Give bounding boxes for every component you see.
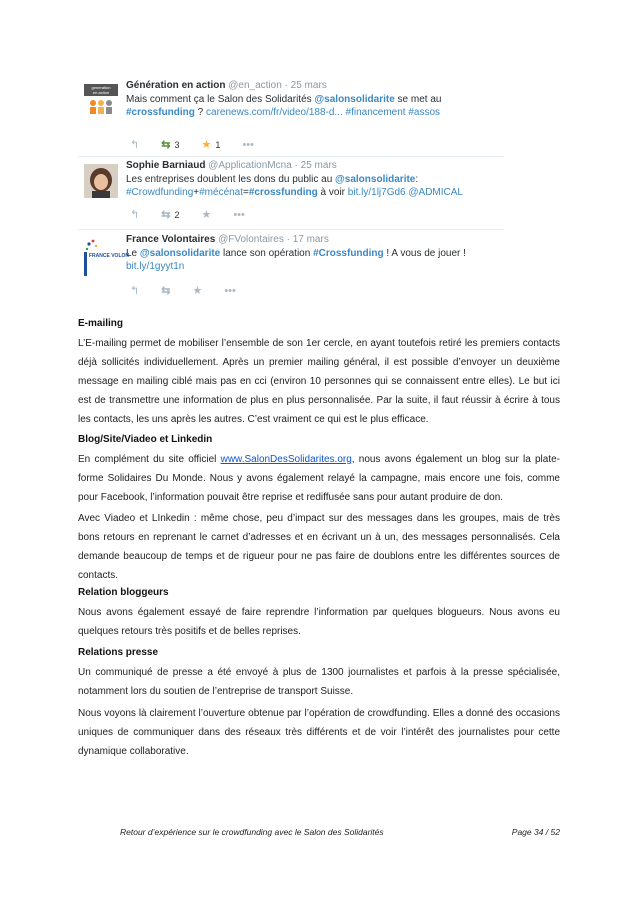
generation-logo-icon — [84, 84, 118, 118]
hashtag-link[interactable]: #assos — [408, 107, 441, 118]
svg-text:FRANCE VOLON: FRANCE VOLON — [89, 253, 129, 259]
hashtag-link[interactable]: #crossfunding — [248, 187, 318, 198]
divider — [78, 156, 504, 157]
more-icon[interactable]: ••• — [233, 208, 245, 221]
paragraph-press-2: Nous voyons là clairement l’ouverture obtenue par l’opération de crowdfunding. Elles a donné des occasions uniques de communiquer dans des réseaux très différents et de voir l’intérêt des journalistes pour cette dynamique collaborative. — [78, 708, 560, 757]
profile-photo-icon — [84, 164, 118, 198]
hashtag-link[interactable]: #Crossfunding — [313, 248, 384, 259]
star-icon[interactable]: ★ — [192, 285, 203, 297]
avatar-sophie-barniaud — [84, 164, 118, 198]
section-title-press: Relations presse — [78, 647, 159, 658]
retweet-icon: ⇆ — [161, 209, 171, 221]
hashtag-link[interactable]: #Crowdfunding — [126, 187, 194, 198]
url-link[interactable]: bit.ly/1lj7Gd6 — [347, 187, 406, 198]
section-title-emailing: E-mailing — [78, 318, 124, 329]
reply-icon[interactable]: ↰ — [130, 209, 140, 221]
tweet-actions — [130, 208, 245, 221]
france-volontaires-logo-icon — [84, 238, 129, 278]
tweet-text: Les entreprises doublent les dons du public au @salonsolidarite: #Crowdfunding+#mécénat=#crossfunding à voir bit.ly/1lj7Gd6 @ADMICAL — [126, 174, 463, 198]
paragraph-emailing: L’E-mailing permet de mobiliser l’ensemble de son 1er cercle, en ayant toutefois retiré les premiers contacts déjà sollicités individuellement. Après un premier mailing général, il est possible d’envoyer un deuxième message en mailing ciblé mais pas en cci (environ 10 personnes qui se connaissent entre elles). Le but ici est de transmettre une information de plus en plus personnalisée. Par la suite, il faut réussir à écrire à tous les contacts, les uns après les autres. C’est vraiment ce qui est le plus efficace. — [78, 338, 560, 425]
mention-link[interactable]: @salonsolidarite — [335, 174, 416, 185]
more-icon[interactable]: ••• — [224, 284, 236, 297]
salon-website-link[interactable]: www.SalonDesSolidarites.org — [220, 454, 352, 465]
retweet-icon: ⇆ — [161, 139, 171, 151]
paragraph-bloggers: Nous avons également essayé de faire reprendre l’information par quelques blogueurs. Nous avons eu quelques retours très positifs et de belles reprises. — [78, 607, 560, 637]
tweet-handle[interactable]: @en_action · 25 mars — [228, 80, 327, 91]
paragraph-press: Un communiqué de presse a été envoyé à plus de 1300 journalistes et parfois à la presse spécialisée, notamment lors du soutien de l’entreprise de transport Suisse. — [78, 667, 560, 697]
retweet-icon[interactable]: ⇆ — [161, 285, 171, 297]
avatar-generation-en-action — [84, 84, 118, 118]
favorite-button[interactable] — [201, 208, 211, 221]
tweet-handle[interactable]: @FVolontaires · 17 mars — [218, 234, 329, 245]
svg-text:generation: generation — [91, 85, 111, 90]
svg-text:en action: en action — [92, 90, 110, 95]
paragraph-blog: En complément du site officiel www.SalonDesSolidarites.org, nous avons également un blog sur la plate-forme Solidaires Du Monde. Nous y avons également relayé la campagne, mais encore une fois, comme pour Facebook, l’information pouvait être reprise et rediffusée sans pour autant produire de don. — [78, 454, 560, 503]
more-icon[interactable]: ••• — [242, 138, 254, 151]
tweet-actions — [130, 284, 236, 297]
section-title-blog: Blog/Site/Viadeo et Linkedin — [78, 434, 213, 445]
mention-link[interactable]: @ADMICAL — [408, 187, 463, 198]
reply-icon[interactable]: ↰ — [130, 285, 140, 297]
mention-link[interactable]: @salonsolidarite — [314, 94, 395, 105]
favorite-button[interactable]: ★ 1 — [201, 139, 221, 151]
page-number: Page 34 / 52 — [511, 827, 560, 837]
avatar-france-volontaires — [84, 238, 129, 272]
tweet-author[interactable]: Génération en action — [126, 80, 226, 91]
hashtag-link[interactable]: #mécénat — [199, 187, 244, 198]
hashtag-link[interactable]: #financement — [345, 107, 406, 118]
tweet-author[interactable]: Sophie Barniaud — [126, 160, 206, 171]
tweet-author[interactable]: France Volontaires — [126, 234, 216, 245]
footer-title: Retour d’expérience sur le crowdfunding avec le Salon des Solidarités — [120, 827, 384, 837]
divider — [78, 229, 504, 230]
retweet-button[interactable]: ⇆ 2 — [161, 209, 180, 221]
section-title-bloggers: Relation bloggeurs — [78, 587, 169, 598]
tweet-handle[interactable]: @ApplicationMcna · 25 mars — [208, 160, 337, 171]
page-footer — [120, 827, 560, 837]
hashtag-link[interactable]: #crossfunding — [126, 107, 195, 118]
retweet-button[interactable]: ⇆ 3 — [161, 139, 180, 151]
tweet-text: Le @salonsolidarite lance son opération #Crossfunding ! A vous de jouer ! bit.ly/1gyyt1n — [126, 248, 466, 272]
star-icon: ★ — [201, 209, 212, 221]
mention-link[interactable]: @salonsolidarite — [139, 248, 221, 259]
url-link[interactable]: bit.ly/1gyyt1n — [126, 261, 185, 272]
paragraph-viadeo: Avec Viadeo et LInkedin : même chose, peu d’impact sur des messages dans les groupes, mais de très bons retours en reprenant le carnet d’adresses et en écrivant un à un, des messages personnalisés. Cela demande beaucoup de temps et de rigueur pour ne pas faire de doublons entre les différentes sources de contacts. — [78, 513, 560, 581]
star-icon: ★ — [201, 139, 212, 151]
tweet-text: Mais comment ça le Salon des Solidarités @salonsolidarite se met au #crossfunding ? carenews.com/fr/video/188-d... #financement #assos — [126, 94, 442, 118]
tweets-screenshot — [78, 76, 504, 302]
reply-icon[interactable]: ↰ — [130, 139, 140, 151]
tweet-actions — [130, 138, 254, 151]
url-link[interactable]: carenews.com/fr/video/188-d... — [206, 107, 343, 118]
